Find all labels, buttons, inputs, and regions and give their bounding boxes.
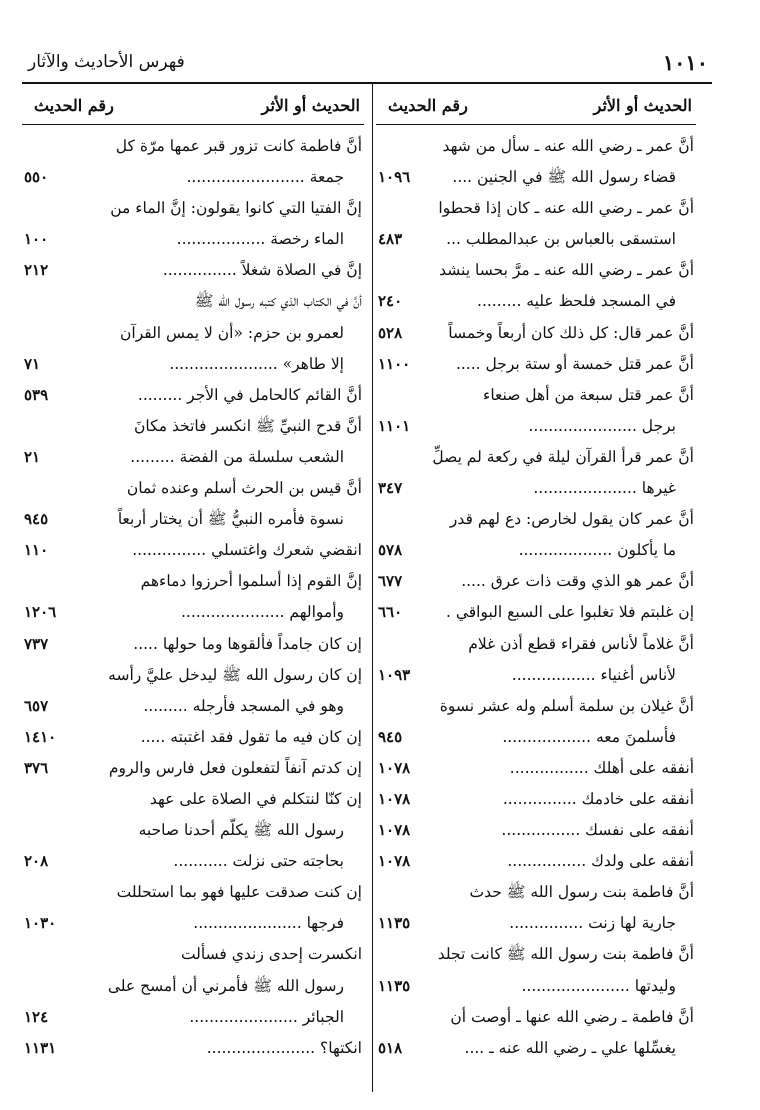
- index-entry-line: [22, 224, 364, 255]
- index-entry-line: [22, 629, 364, 660]
- entry-number: ١١٣٥: [378, 976, 411, 995]
- index-entry-line: [376, 753, 696, 784]
- index-entry-line: [22, 318, 364, 349]
- entry-number: ٥٥٠: [24, 168, 49, 187]
- running-title: فهرس الأحاديث والآثار: [28, 52, 185, 72]
- entry-text: أنَّ فاطمة بنت رسول الله ﷺ حدث: [469, 883, 694, 902]
- index-entry-line: [376, 411, 696, 442]
- entry-number: ٤٨٣: [378, 230, 403, 249]
- entry-number: ١٤١٠: [24, 727, 57, 746]
- entry-text: إن كنّا لنتكلم في الصلاة على عهد: [149, 789, 362, 808]
- entry-text: أنَّ عمر قال: كل ذلك كان أربعاً وخمساً: [448, 323, 694, 342]
- entry-number: ٩٤٥: [378, 727, 403, 746]
- entry-text: أنَّ عمر قتل سبعة من أهل صنعاء: [483, 385, 694, 404]
- index-entry-line: [376, 691, 696, 722]
- column-header: [22, 90, 364, 124]
- index-entry-line: [22, 877, 364, 908]
- entry-number: ٥٢٨: [378, 323, 403, 342]
- index-entry-line: [22, 753, 364, 784]
- entry-number: ١٠٧٨: [378, 758, 411, 777]
- entry-text: الجبائر ......................: [189, 1007, 344, 1026]
- entry-number: ٥٧٨: [378, 541, 403, 560]
- entry-number: ٦٧٧: [378, 572, 403, 591]
- right-column: [376, 90, 696, 1064]
- entry-text: انكتها؟ ......................: [206, 1038, 362, 1057]
- entry-text: أنَّ القائم كالحامل في الأجر .........: [137, 385, 362, 404]
- index-entry-line: [22, 691, 364, 722]
- entry-text: أنَّ في الكتاب الذي كتبه رسول الله ﷺ: [194, 292, 362, 311]
- index-entry-line: [22, 815, 364, 846]
- index-entry-line: [376, 255, 696, 286]
- index-entry-line: [22, 535, 364, 566]
- entry-number: ٢٤٠: [378, 292, 403, 311]
- entry-number: ٢١٢: [24, 261, 49, 280]
- index-entry-line: [22, 193, 364, 224]
- entry-text: إن كان فيه ما تقول فقد اغتبته .....: [140, 727, 362, 746]
- index-entries: [22, 131, 364, 1064]
- column-header-number: رقم الحديث: [388, 96, 468, 115]
- index-entry-line: [22, 131, 364, 162]
- entry-text: أنَّ عمر كان يقول لخارص: دع لهم قدر: [449, 510, 694, 529]
- entry-text: أنَّ فاطمة بنت رسول الله ﷺ كانت تجلد: [437, 945, 694, 964]
- index-entry-line: [376, 535, 696, 566]
- index-entry-line: [376, 846, 696, 877]
- index-entry-line: [376, 473, 696, 504]
- column-header-number: رقم الحديث: [34, 96, 114, 115]
- index-entry-line: [22, 566, 364, 597]
- entry-text: أنَّ غلاماً لأناس فقراء قطع أذن غلام: [468, 634, 694, 653]
- index-entry-line: [376, 442, 696, 473]
- entry-number: ١٠٧٨: [378, 789, 411, 808]
- entry-text: أنَّ عمر ـ رضي الله عنه ـ مرَّ بحسا ينشد: [439, 261, 694, 280]
- entry-text: الشعب سلسلة من الفضة .........: [130, 447, 344, 466]
- entry-text: أنفقه على أهلك ................: [509, 758, 694, 777]
- index-entry-line: [22, 504, 364, 535]
- index-entry-line: [22, 660, 364, 691]
- entry-text: أنَّ عمر ـ رضي الله عنه ـ كان إذا قحطوا: [438, 199, 694, 218]
- index-entry-line: [376, 629, 696, 660]
- index-entry-line: [376, 193, 696, 224]
- index-entry-line: [22, 939, 364, 970]
- running-head: [28, 50, 708, 78]
- entry-number: ٧٣٧: [24, 634, 49, 653]
- left-column: [22, 90, 364, 1064]
- entry-text: وهو في المسجد فأرجله .........: [143, 696, 344, 715]
- index-entry-line: [376, 815, 696, 846]
- entry-text: جمعة ........................: [186, 168, 344, 187]
- entry-text: انكسرت إحدى زندي فسألت: [180, 945, 362, 964]
- column-header-rule: [376, 124, 696, 125]
- entry-text: أنَّ فاطمة كانت تزور قبر عمها مرّة كل: [115, 137, 362, 155]
- index-entry-line: [376, 939, 696, 970]
- entry-number: ١٠٧٨: [378, 821, 411, 840]
- entry-number: ٥١٨: [378, 1038, 403, 1057]
- index-entry-line: [376, 877, 696, 908]
- entry-text: إن كدتم آنفاً لتفعلون فعل فارس والروم: [108, 758, 362, 777]
- entry-number: ١١٠٠: [378, 354, 411, 373]
- index-entry-line: [376, 597, 696, 628]
- index-entry-line: [376, 784, 696, 815]
- entry-number: ٢١: [24, 447, 41, 466]
- entry-number: ٦٦٠: [378, 603, 403, 622]
- entry-text: إنَّ في الصلاة شغلاً ...............: [162, 261, 362, 280]
- entry-text: فأسلمنَ معه ..................: [502, 727, 676, 746]
- index-entry-line: [22, 846, 364, 877]
- entry-text: أنفقه على نفسك ................: [501, 821, 694, 840]
- entry-text: ما يأكلون ...................: [518, 541, 676, 560]
- entry-text: لعمرو بن حزم: «أن لا يمس القرآن: [120, 323, 344, 342]
- entry-text: إلا طاهر» ......................: [169, 354, 344, 373]
- index-entry-line: [22, 908, 364, 939]
- entry-text: إنَّ القوم إذا أسلموا أحرزوا دماءهم: [140, 572, 362, 591]
- entry-number: ١٠٣٠: [24, 914, 57, 933]
- index-entry-line: [22, 380, 364, 411]
- entry-text: أنفقه على خادمك ...............: [502, 789, 694, 808]
- column-header-text: الحديث أو الأثر: [593, 96, 692, 115]
- index-entries: [376, 131, 696, 1064]
- header-rule: [22, 82, 712, 84]
- entry-number: ١١٣٥: [378, 914, 411, 933]
- entry-number: ٦٥٧: [24, 696, 49, 715]
- index-entry-line: [376, 504, 696, 535]
- entry-text: رسول الله ﷺ فأمرني أن أمسح على: [107, 976, 344, 995]
- entry-text: أنَّ عمر هو الذي وقت ذات عرق .....: [461, 572, 694, 591]
- entry-text: أنَّ عمر قرأ القرآن ليلة في ركعة لم يصلِّ: [432, 447, 694, 466]
- index-entry-line: [376, 1033, 696, 1064]
- index-entry-line: [22, 784, 364, 815]
- entry-number: ١٠٧٨: [378, 852, 411, 871]
- entry-number: ١١٠١: [378, 416, 411, 435]
- entry-number: ١١٣١: [24, 1038, 57, 1057]
- index-entry-line: [376, 224, 696, 255]
- column-divider: [372, 82, 373, 1092]
- entry-text: الماء رخصة ..................: [176, 230, 344, 249]
- entry-text: إن كان جامداً فألقوها وما حولها .....: [133, 634, 362, 653]
- entry-text: أنَّ قدح النبيِّ ﷺ انكسر فاتخذ مكانَ: [134, 416, 362, 435]
- index-entry-line: [376, 131, 696, 162]
- index-entry-line: [376, 318, 696, 349]
- entry-text: أنَّ فاطمة ـ رضي الله عنها ـ أوصت أن: [450, 1007, 694, 1026]
- index-entry-line: [376, 566, 696, 597]
- index-entry-line: [22, 162, 364, 193]
- entry-number: ١١٠: [24, 541, 49, 560]
- column-header-rule: [22, 124, 364, 125]
- index-entry-line: [22, 597, 364, 628]
- entry-number: ١٢٠٦: [24, 603, 57, 622]
- entry-text: نسوة فأمره النبيُّ ﷺ أن يختار أربعاً: [117, 510, 344, 529]
- index-entry-line: [376, 380, 696, 411]
- index-entry-line: [22, 286, 364, 317]
- index-entry-line: [22, 349, 364, 380]
- index-entry-line: [22, 1033, 364, 1064]
- entry-text: لأناس أغنياء .................: [511, 665, 676, 684]
- index-entry-line: [22, 1002, 364, 1033]
- index-entry-line: [22, 971, 364, 1002]
- entry-text: فرجها ......................: [193, 914, 344, 933]
- entry-text: أنَّ غيلان بن سلمة أسلم وله عشر نسوة: [439, 696, 694, 715]
- entry-text: جارية لها زنت ...............: [509, 914, 676, 933]
- entry-text: بحاجته حتى نزلت ...........: [173, 852, 344, 871]
- index-entry-line: [22, 411, 364, 442]
- index-entry-line: [22, 722, 364, 753]
- entry-number: ٧١: [24, 354, 41, 373]
- entry-text: استسقى بالعباس بن عبدالمطلب ...: [446, 230, 676, 249]
- entry-number: ٥٣٩: [24, 385, 49, 404]
- entry-number: ٣٧٦: [24, 758, 49, 777]
- entry-text: في المسجد فلحظ عليه .........: [477, 292, 676, 311]
- entry-number: ١٢٤: [24, 1007, 49, 1026]
- entry-number: ٣٤٧: [378, 479, 403, 498]
- index-entry-line: [376, 162, 696, 193]
- entry-text: إن غلبتم فلا تغلبوا على السبع البواقي .: [445, 603, 694, 622]
- entry-text: يغسِّلها علي ـ رضي الله عنه ـ ....: [464, 1038, 676, 1057]
- entry-text: إن كان رسول الله ﷺ ليدخل عليَّ رأسه: [108, 665, 362, 684]
- index-entry-line: [22, 442, 364, 473]
- column-header-text: الحديث أو الأثر: [261, 96, 360, 115]
- entry-text: إنَّ الفتيا التي كانوا يقولون: إنَّ الماء من: [110, 199, 362, 218]
- page-number: ١٠١٠: [662, 50, 708, 75]
- entry-number: ٩٤٥: [24, 510, 49, 529]
- entry-text: إن كنت صدقت عليها فهو بما استحللت: [116, 883, 362, 902]
- index-entry-line: [376, 971, 696, 1002]
- entry-number: ١٠٩٣: [378, 665, 411, 684]
- entry-text: أنَّ عمر قتل خمسة أو ستة برجل .....: [455, 354, 694, 373]
- index-entry-line: [376, 908, 696, 939]
- entry-number: ١٠٩٦: [378, 168, 411, 187]
- entry-number: ٢٠٨: [24, 852, 49, 871]
- entry-text: قضاء رسول الله ﷺ في الجنين ....: [452, 168, 676, 187]
- entry-text: وأموالهم .....................: [181, 603, 344, 622]
- entry-text: أنَّ عمر ـ رضي الله عنه ـ سأل من شهد: [442, 137, 694, 155]
- index-entry-line: [22, 473, 364, 504]
- index-entry-line: [22, 255, 364, 286]
- entry-text: أنَّ قيس بن الحرث أسلم وعنده ثمان: [126, 479, 362, 498]
- index-entry-line: [376, 286, 696, 317]
- entry-text: غيرها .....................: [533, 479, 676, 498]
- entry-text: رسول الله ﷺ يكلّم أحدنا صاحبه: [138, 821, 344, 840]
- column-header: [376, 90, 696, 124]
- index-entry-line: [376, 1002, 696, 1033]
- entry-text: برجل ......................: [528, 416, 676, 435]
- entry-text: انقضي شعرك واغتسلي ...............: [132, 541, 362, 560]
- entry-text: وليدتها ......................: [521, 976, 676, 995]
- entry-number: ١٠٠: [24, 230, 49, 249]
- index-entry-line: [376, 349, 696, 380]
- index-entry-line: [376, 722, 696, 753]
- entry-text: أنفقه على ولدك ................: [507, 852, 694, 871]
- index-entry-line: [376, 660, 696, 691]
